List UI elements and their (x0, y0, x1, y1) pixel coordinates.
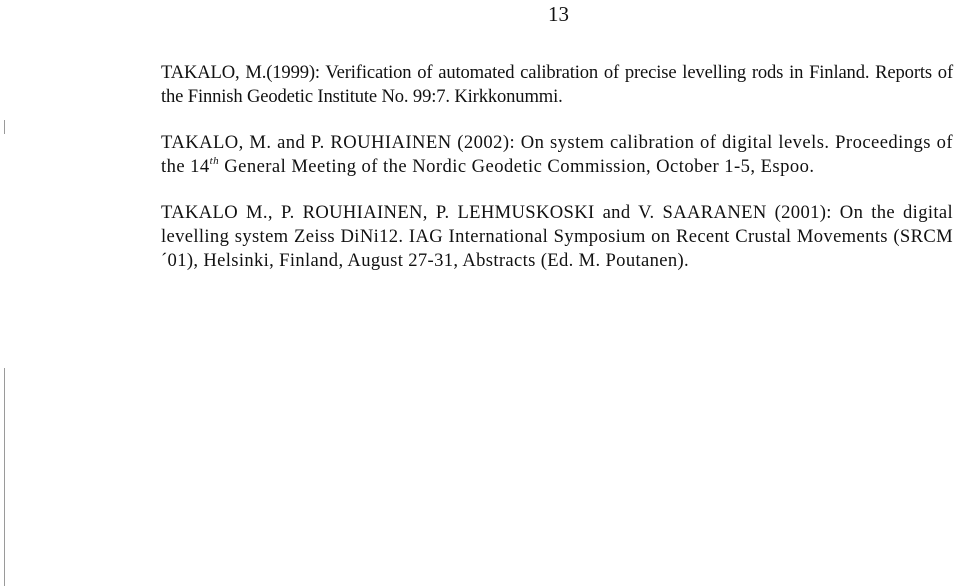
reference-takalo-1999 (161, 61, 953, 109)
reference-text: TAKALO M., P. ROUHIAINEN, P. LEHMUSKOSKI and V. SAARANEN (2001): On the digital levelling system Zeiss DiNi12. IAG International Symposium on Recent Crustal Movements (SRCM´01), Helsinki, Finland, August 27-31, Abstracts (Ed. M. Poutanen). (161, 202, 953, 271)
reference-text-continued: General Meeting of the Nordic Geodetic Commission, October 1-5, Espoo. (219, 156, 815, 177)
reference-text: TAKALO, M.(1999): Verification of automated calibration of precise levelling rods in Finland. Reports of the Finnish Geodetic Institute No. 99:7. Kirkkonummi. (161, 62, 953, 107)
page-number: 13 (548, 2, 569, 26)
ordinal-suffix: th (209, 154, 220, 167)
scan-edge-mark-top (4, 120, 5, 134)
reference-list (161, 61, 953, 273)
reference-text: TAKALO, M. and P. ROUHIAINEN (2002): On system calibration of digital levels. Proceedings of the 14 (161, 132, 953, 177)
reference-takalo-rouhiainen-2002 (161, 131, 953, 179)
reference-takalo-et-al-2001 (161, 201, 953, 273)
scan-edge-mark-bottom (4, 368, 5, 586)
